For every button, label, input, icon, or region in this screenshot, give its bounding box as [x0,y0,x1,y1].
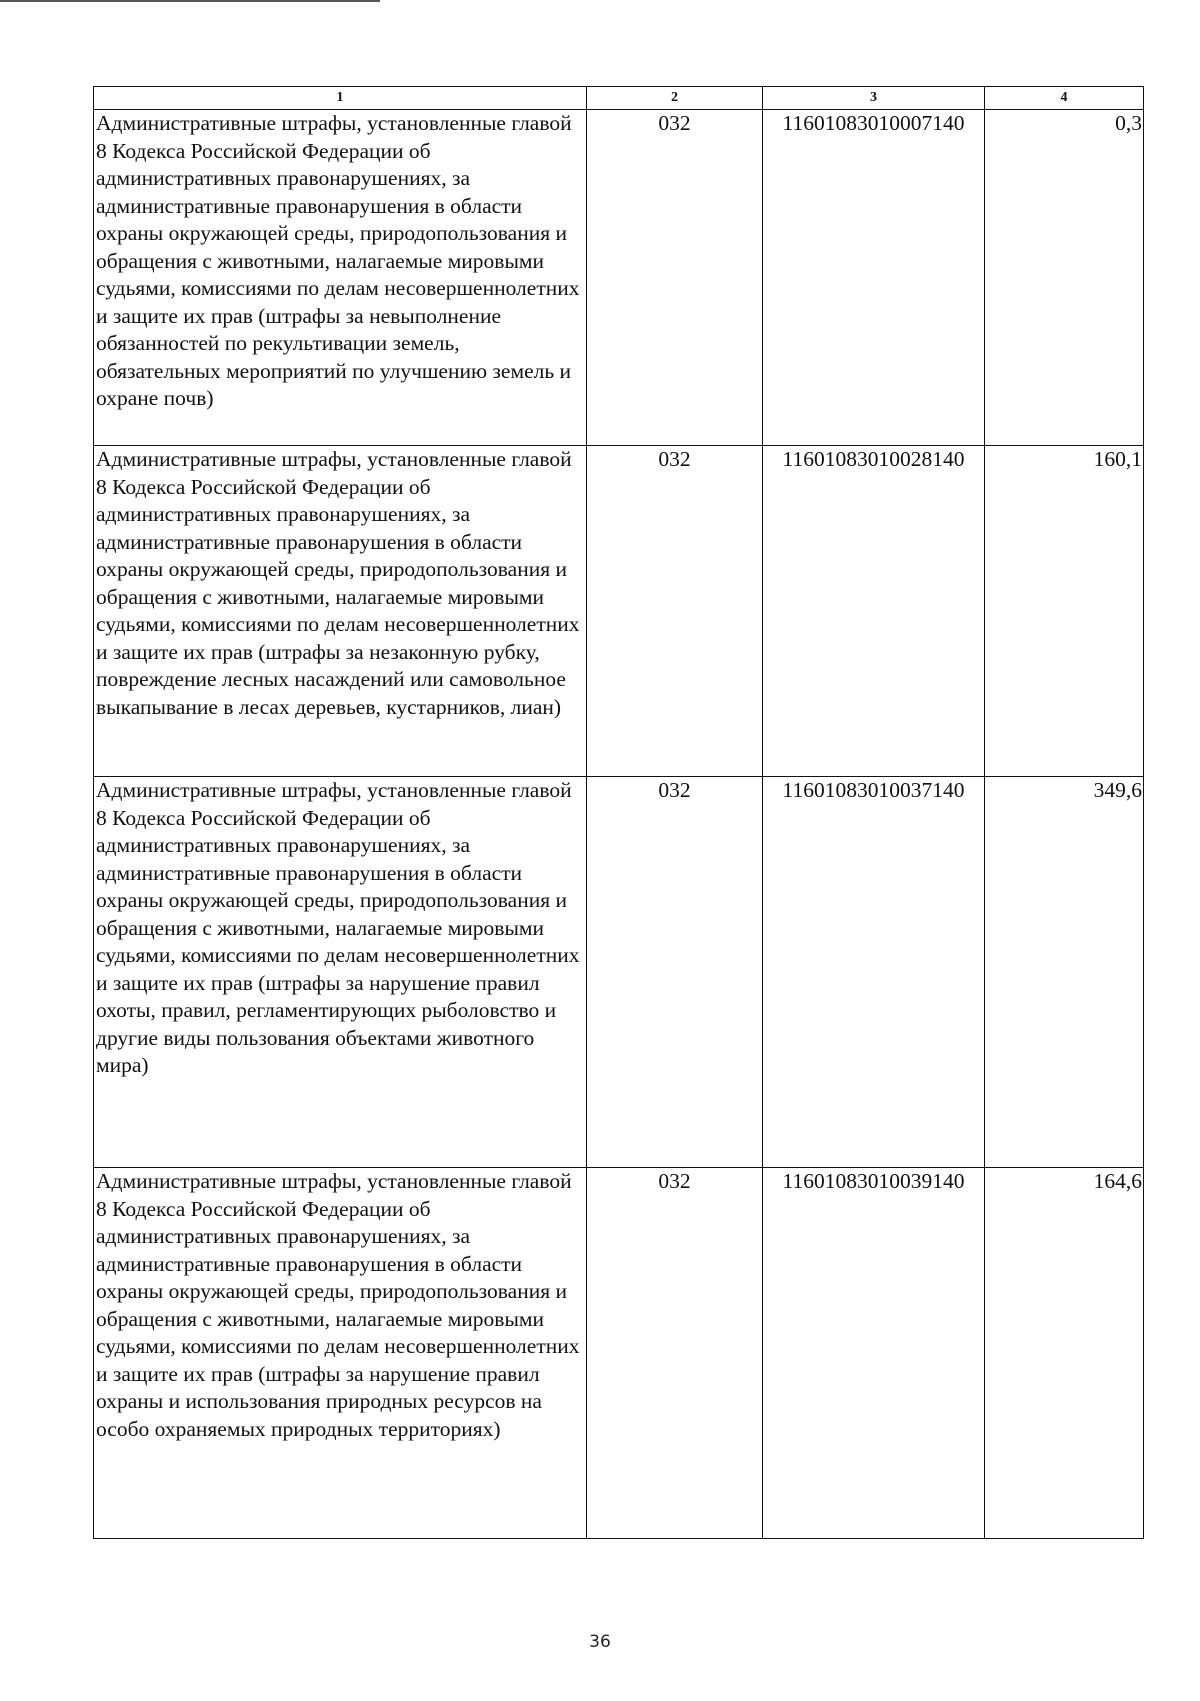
row-budget-code: 11601083010037140 [763,777,985,1168]
row-description: Административные штрафы, установленные главой 8 Кодекса Российской Федерации об административных правонарушениях, за административные правонарушения в области охраны окружающей среды, природопользования и обращения с животными, налагаемые мировыми судьями, комиссиями по делам несовершеннолетних и защите их прав (штрафы за незаконную рубку, повреждение лесных насаждений или самовольное выкапывание в лесах деревьев, кустарников, лиан) [94,446,587,777]
row-admin-code: 032 [587,110,763,446]
top-rule [0,0,380,2]
header-row [94,87,1144,110]
table-row [94,110,1144,446]
row-amount: 164,6 [985,1168,1144,1539]
budget-table-container [93,86,1143,1539]
row-budget-code: 11601083010007140 [763,110,985,446]
header-col-2: 2 [587,87,763,110]
row-description: Административные штрафы, установленные главой 8 Кодекса Российской Федерации об административных правонарушениях, за административные правонарушения в области охраны окружающей среды, природопользования и обращения с животными, налагаемые мировыми судьями, комиссиями по делам несовершеннолетних и защите их прав (штрафы за нарушение правил охраны и использования природных ресурсов на особо охраняемых природных территориях) [94,1168,587,1539]
row-description: Административные штрафы, установленные главой 8 Кодекса Российской Федерации об административных правонарушениях, за административные правонарушения в области охраны окружающей среды, природопользования и обращения с животными, налагаемые мировыми судьями, комиссиями по делам несовершеннолетних и защите их прав (штрафы за невыполнение обязанностей по рекультивации земель, обязательных мероприятий по улучшению земель и охране почв) [94,110,587,446]
table-row [94,1168,1144,1539]
header-col-1: 1 [94,87,587,110]
row-budget-code: 11601083010039140 [763,1168,985,1539]
row-description: Административные штрафы, установленные главой 8 Кодекса Российской Федерации об административных правонарушениях, за административные правонарушения в области охраны окружающей среды, природопользования и обращения с животными, налагаемые мировыми судьями, комиссиями по делам несовершеннолетних и защите их прав (штрафы за нарушение правил охоты, правил, регламентирующих рыболовство и другие виды пользования объектами животного мира) [94,777,587,1168]
header-col-3: 3 [763,87,985,110]
table-row [94,777,1144,1168]
row-admin-code: 032 [587,446,763,777]
row-amount: 0,3 [985,110,1144,446]
budget-table [93,86,1144,1539]
row-amount: 349,6 [985,777,1144,1168]
row-admin-code: 032 [587,777,763,1168]
row-amount: 160,1 [985,446,1144,777]
page-number: 36 [589,1632,611,1652]
table-row [94,446,1144,777]
row-admin-code: 032 [587,1168,763,1539]
row-budget-code: 11601083010028140 [763,446,985,777]
header-col-4: 4 [985,87,1144,110]
